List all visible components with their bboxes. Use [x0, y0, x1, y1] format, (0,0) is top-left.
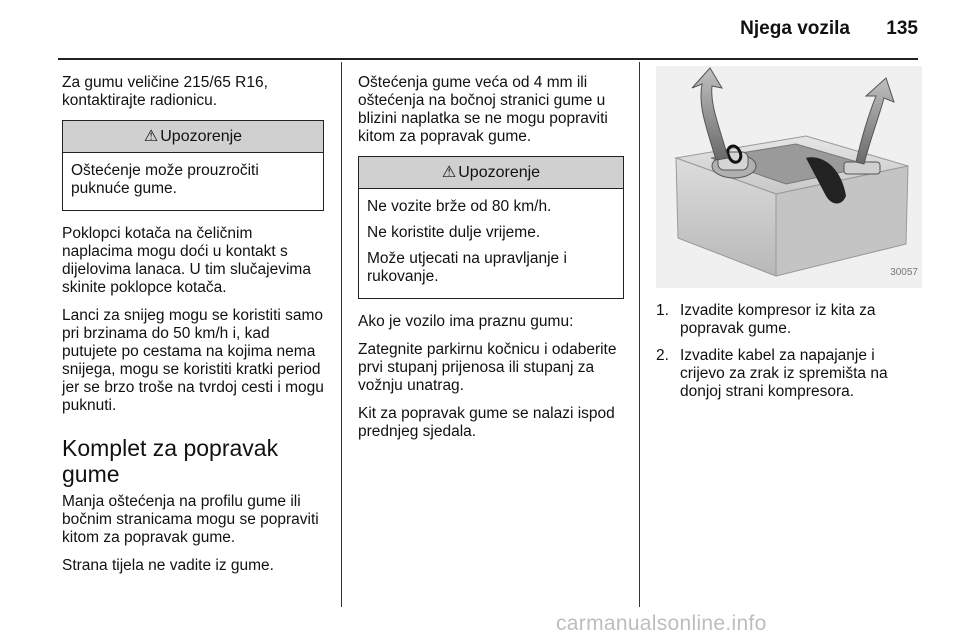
snow-chains-paragraph: Lanci za snijeg mogu se koristiti samo pri brzinama do 50 km/h i, kad putujete po cestama na kojima nema snijega, mogu se koristiti kratki period jer se brzo troše na tvrdoj cesti i mogu puknuti.	[62, 307, 324, 414]
instruction-list	[656, 302, 922, 401]
page-number: 135	[886, 18, 918, 39]
warning-header	[63, 121, 323, 153]
compressor-drawing	[656, 66, 922, 288]
section-heading: Komplet za popravak gume	[62, 435, 279, 487]
warning-box	[358, 156, 624, 299]
step-number: 2.	[656, 347, 669, 364]
column-divider-1	[341, 62, 342, 607]
list-item	[656, 302, 922, 338]
warning-text: Oštećenje može prouzročiti puknuće gume.	[71, 162, 259, 197]
damage-limit-paragraph: Oštećenja gume veća od 4 mm ili oštećenja na bočnoj stranici gume u blizini naplatka se ne mogu popraviti kitom za popravak gume.	[358, 74, 608, 145]
list-item	[656, 347, 922, 401]
column-1	[62, 74, 324, 585]
warning-line: Može utjecati na upravljanje i rukovanje.	[367, 250, 567, 285]
header-title: Njega vozila	[740, 18, 850, 39]
column-2	[358, 74, 624, 451]
step-number: 1.	[656, 302, 669, 319]
warning-header	[359, 157, 623, 189]
figure-number: 30057	[890, 267, 918, 278]
warning-line: Ne vozite brže od 80 km/h.	[367, 198, 552, 215]
column-3	[656, 64, 922, 410]
repair-kit-paragraph: Manja oštećenja na profilu gume ili bočnim stranicama mogu se popraviti kitom za popravak gume.	[62, 493, 319, 546]
warning-body	[359, 189, 623, 298]
header-rule	[58, 58, 918, 60]
flat-tire-paragraph: Ako je vozilo ima praznu gumu:	[358, 313, 574, 330]
column-divider-2	[639, 62, 640, 607]
warning-title: Upozorenje	[160, 128, 243, 145]
compressor-illustration	[656, 66, 922, 288]
parking-brake-paragraph: Zategnite parkirnu kočnicu i odaberite prvi stupanj prijenosa ili stupanj za vožnju unatrag.	[358, 341, 617, 394]
warning-body	[63, 153, 323, 210]
intro-paragraph: Za gumu veličine 215/65 R16, kontaktirajte radionicu.	[62, 74, 268, 109]
kit-location-paragraph: Kit za popravak gume se nalazi ispod prednjeg sjedala.	[358, 405, 615, 440]
warning-box	[62, 120, 324, 211]
warning-line: Ne koristite dulje vrijeme.	[367, 224, 541, 241]
foreign-objects-paragraph: Strana tijela ne vadite iz gume.	[62, 557, 274, 574]
warning-title: Upozorenje	[458, 164, 541, 181]
watermark: carmanualsonline.info	[556, 612, 767, 635]
step-text: Izvadite kabel za napajanje i crijevo za zrak iz spremišta na donjoj strani kompresora.	[680, 347, 888, 400]
step-text: Izvadite kompresor iz kita za popravak gume.	[680, 302, 876, 337]
wheel-cover-paragraph: Poklopci kotača na čeličnim naplacima mogu doći u kontakt s dijelovima lanaca. U tim slučajevima skinite poklopce kotača.	[62, 225, 311, 296]
warning-icon: ⚠	[143, 128, 159, 145]
warning-icon: ⚠	[441, 164, 457, 181]
